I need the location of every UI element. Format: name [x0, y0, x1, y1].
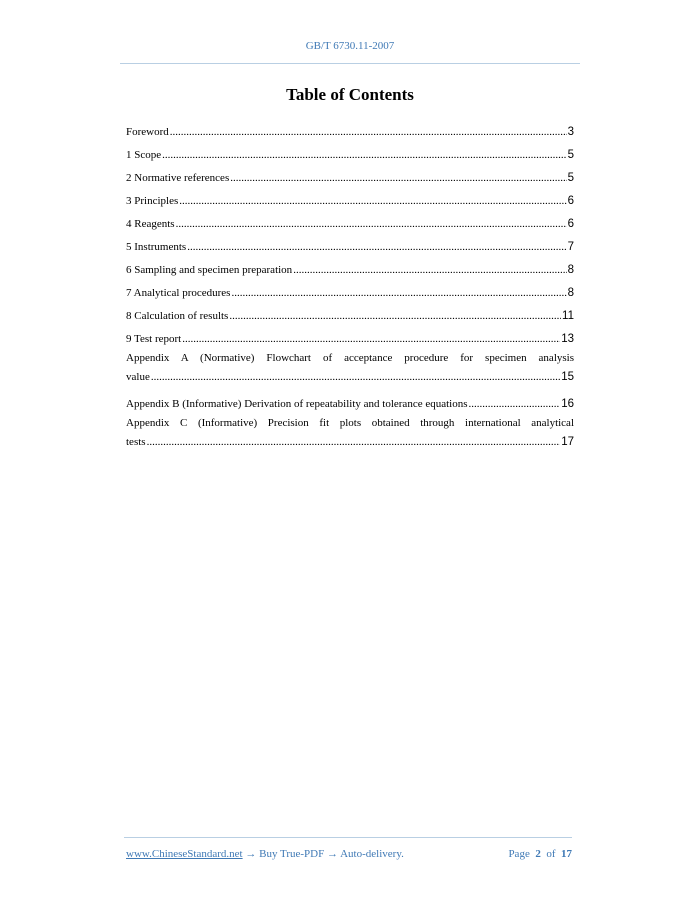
of-word: of	[546, 848, 556, 860]
toc-page-number: 6	[567, 195, 574, 207]
toc-entry-label: Appendix C (Informative) Precision fit plots obtained through international analytical	[126, 417, 574, 429]
toc-page-number: 5	[567, 172, 574, 184]
dot-leader	[231, 286, 566, 300]
toc-entry-test-report[interactable]	[126, 323, 574, 346]
dot-leader	[179, 194, 566, 208]
toc-page-number: 8	[567, 264, 574, 276]
dot-leader	[469, 397, 561, 411]
toc-page-number: 6	[567, 218, 574, 230]
toc-page-number: 3	[567, 126, 574, 138]
toc-page-number: 15	[561, 371, 574, 383]
toc-page-number: 17	[561, 436, 574, 448]
toc-entry-appendix-b[interactable]	[126, 388, 574, 411]
toc-entry-label: 2 Normative references	[126, 172, 230, 184]
toc-entry-label: Appendix B (Informative) Derivation of repeatability and tolerance equations	[126, 398, 468, 410]
document-header: GB/T 6730.11-2007	[305, 40, 395, 52]
dot-leader	[229, 309, 561, 323]
toc-page-number: 13	[561, 333, 574, 345]
toc-page-number: 7	[567, 241, 574, 253]
toc-entry-reagents[interactable]	[126, 208, 574, 231]
toc-entry-label-continued: tests	[126, 436, 146, 448]
toc-entry-label-continued: value	[126, 371, 150, 383]
toc-entry-analytical-procedures[interactable]	[126, 277, 574, 300]
toc-entry-label: 6 Sampling and specimen preparation	[126, 264, 293, 276]
page-footer	[126, 848, 572, 860]
toc-entry-label: 1 Scope	[126, 149, 162, 161]
dot-leader	[151, 370, 560, 384]
dot-leader	[182, 332, 560, 346]
footer-promo-text: → Buy True-PDF → Auto-delivery.	[242, 848, 404, 860]
dot-leader	[147, 435, 561, 449]
dot-leader	[293, 263, 566, 277]
dot-leader	[187, 240, 566, 254]
toc-entry-label: 5 Instruments	[126, 241, 187, 253]
toc-entry-label: Appendix A (Normative) Flowchart of acceptance procedure for specimen analysis	[126, 352, 574, 364]
toc-entry-label: 3 Principles	[126, 195, 179, 207]
toc-page-number: 16	[561, 398, 574, 410]
dot-leader	[176, 217, 567, 231]
toc-entry-label: Foreword	[126, 126, 169, 138]
toc-entry-normative-references[interactable]	[126, 162, 574, 185]
toc-page-number: 8	[567, 287, 574, 299]
toc-entry-label: 7 Analytical procedures	[126, 287, 231, 299]
dot-leader	[230, 171, 566, 185]
toc-entry-label: 9 Test report	[126, 333, 182, 345]
dot-leader	[170, 125, 567, 139]
toc-entry-appendix-a[interactable]	[126, 350, 574, 384]
table-of-contents	[126, 116, 574, 453]
toc-entry-sampling[interactable]	[126, 254, 574, 277]
page-title: Table of Contents	[286, 85, 414, 104]
page-indicator	[508, 848, 572, 860]
footer-promo	[126, 848, 404, 860]
page-word: Page	[508, 848, 530, 860]
footer-divider	[124, 837, 572, 838]
toc-entry-calculation[interactable]	[126, 300, 574, 323]
toc-entry-label: 8 Calculation of results	[126, 310, 229, 322]
header-divider	[120, 63, 580, 64]
toc-entry-scope[interactable]	[126, 139, 574, 162]
current-page: 2	[535, 848, 541, 860]
toc-page-number: 5	[567, 149, 574, 161]
toc-entry-appendix-c[interactable]	[126, 415, 574, 449]
total-pages: 17	[561, 848, 572, 860]
website-link[interactable]: www.ChineseStandard.net	[126, 848, 243, 860]
toc-page-number: 11	[562, 310, 574, 322]
toc-entry-foreword[interactable]	[126, 116, 574, 139]
toc-entry-label: 4 Reagents	[126, 218, 175, 230]
toc-entry-instruments[interactable]	[126, 231, 574, 254]
toc-entry-principles[interactable]	[126, 185, 574, 208]
dot-leader	[162, 148, 566, 162]
